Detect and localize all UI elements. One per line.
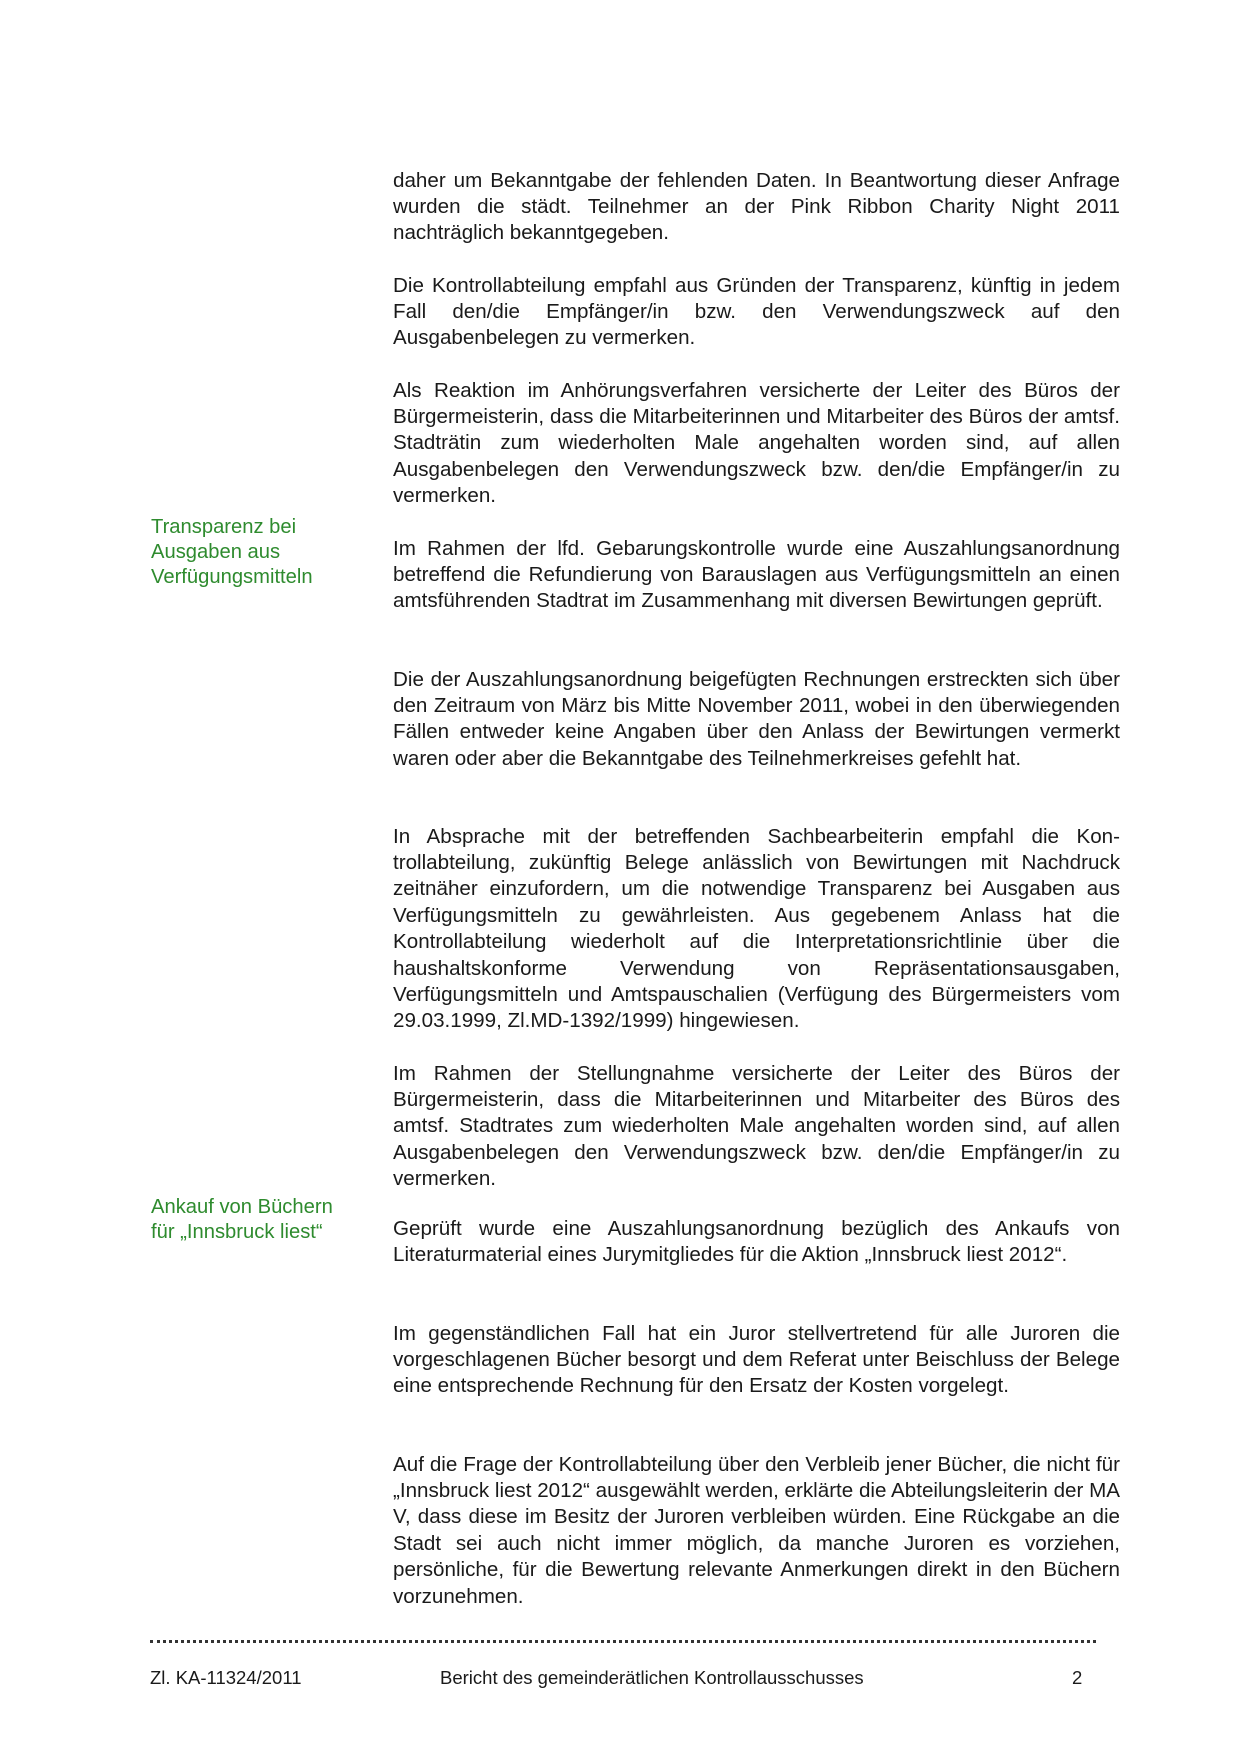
side-heading-line: Transparenz bei <box>151 516 297 538</box>
side-heading-line: für „Innsbruck liest“ <box>151 1221 323 1243</box>
side-heading-line: Ankauf von Büchern <box>151 1196 333 1218</box>
footer-dotted-rule <box>150 1640 1096 1643</box>
body-paragraph-2: Die Kontrollabteilung empfahl aus Gründen der Transparenz, künftig in jedem Fall den/die Empfänger/in bzw. den Verwendungszweck auf den Ausgabenbelegen zu vermerken. <box>393 273 1120 350</box>
side-heading-line: Ausgaben aus <box>151 541 281 563</box>
footer-page-number: 2 <box>1072 1667 1083 1688</box>
body-paragraph-4: Im Rahmen der lfd. Gebarungskontrolle wurde eine Auszahlungsanordnung betreffend die Refundierung von Barauslagen aus Verfügungsmitteln an einen amtsführenden Stadtrat im Zusammenhang mit diversen Bewirtungen geprüft. <box>393 536 1120 613</box>
side-heading-ankauf-buecher <box>151 1195 361 1245</box>
body-paragraph-3: Als Reaktion im Anhörungsverfahren versicherte der Leiter des Büros der Bürgermeisterin, dass die Mitarbeiterinnen und Mitarbeiter des Büros der amtsf. Stadträtin zum wiederholten Male angehalten worden sind, auf allen Ausgabenbelegen den Verwendungszweck bzw. den/die Empfänger/in zu vermerken. <box>393 378 1120 508</box>
side-heading-line: Verfügungsmitteln <box>151 566 313 588</box>
body-paragraph-9: Im gegenständlichen Fall hat ein Juror stellvertretend für alle Juroren die vorgeschlagenen Bücher besorgt und dem Referat unter Beischluss der Belege eine entsprechende Rechnung für den Ersatz der Kosten vorgelegt. <box>393 1321 1120 1398</box>
body-paragraph-7: Im Rahmen der Stellungnahme versicherte der Leiter des Büros der Bürgermeisterin, dass die Mitarbeiterinnen und Mitarbeiter des Büros des amtsf. Stadtrates zum wiederholten Male angehalten worden sind, auf allen Ausgabenbelegen den Verwendungszweck bzw. den/die Empfänger/in zu vermerken. <box>393 1061 1120 1191</box>
footer-title: Bericht des gemeinderätlichen Kontrollausschusses <box>440 1667 864 1688</box>
footer-reference: Zl. KA-11324/2011 <box>150 1667 302 1688</box>
body-paragraph-8: Geprüft wurde eine Auszahlungsanordnung bezüglich des Ankaufs von Literaturmaterial eines Jurymitgliedes für die Aktion „Innsbruck liest 2012“. <box>393 1216 1120 1266</box>
body-paragraph-6: In Absprache mit der betreffenden Sachbearbeiterin empfahl die Kontrollabteilung, zukünftig Belege anlässlich von Bewirtungen mit Nachdruck zeitnäher einzufordern, um die notwendige Transparenz bei Ausgaben aus Verfügungsmitteln zu gewährleisten. Aus gegebenem Anlass hat die Kontrollabteilung wiederholt auf die Interpretationsrichtlinie über die haushaltskonforme Verwendung von Repräsentationsausgaben, Verfügungsmitteln und Amtspauschalien (Verfügung des Bürgermeisters vom 29.03.1999, Zl.MD-1392/1999) hingewiesen. <box>393 824 1120 1033</box>
body-paragraph-5: Die der Auszahlungsanordnung beigefügten Rechnungen erstreckten sich über den Zeitraum von März bis Mitte November 2011, wobei in den überwiegenden Fällen entweder keine Angaben über den Anlass der Bewirtungen vermerkt waren oder aber die Bekanntgabe des Teilnehmerkreises gefehlt hat. <box>393 667 1120 770</box>
body-paragraph-1: daher um Bekanntgabe der fehlenden Daten. In Beantwortung dieser Anfrage wurden die städt. Teilnehmer an der Pink Ribbon Charity Night 2011 nachträglich bekanntgegeben. <box>393 168 1120 245</box>
body-paragraph-10: Auf die Frage der Kontrollabteilung über den Verbleib jener Bücher, die nicht für „Innsbruck liest 2012“ ausgewählt werden, erklärte die Abteilungsleiterin der MA V, dass diese im Besitz der Juroren verbleiben würden. Eine Rückgabe an die Stadt sei auch nicht immer möglich, da manche Juroren es vorziehen, persönliche, für die Bewertung relevante Anmerkungen direkt in den Büchern vorzunehmen. <box>393 1452 1120 1608</box>
side-heading-transparenz <box>151 515 361 590</box>
